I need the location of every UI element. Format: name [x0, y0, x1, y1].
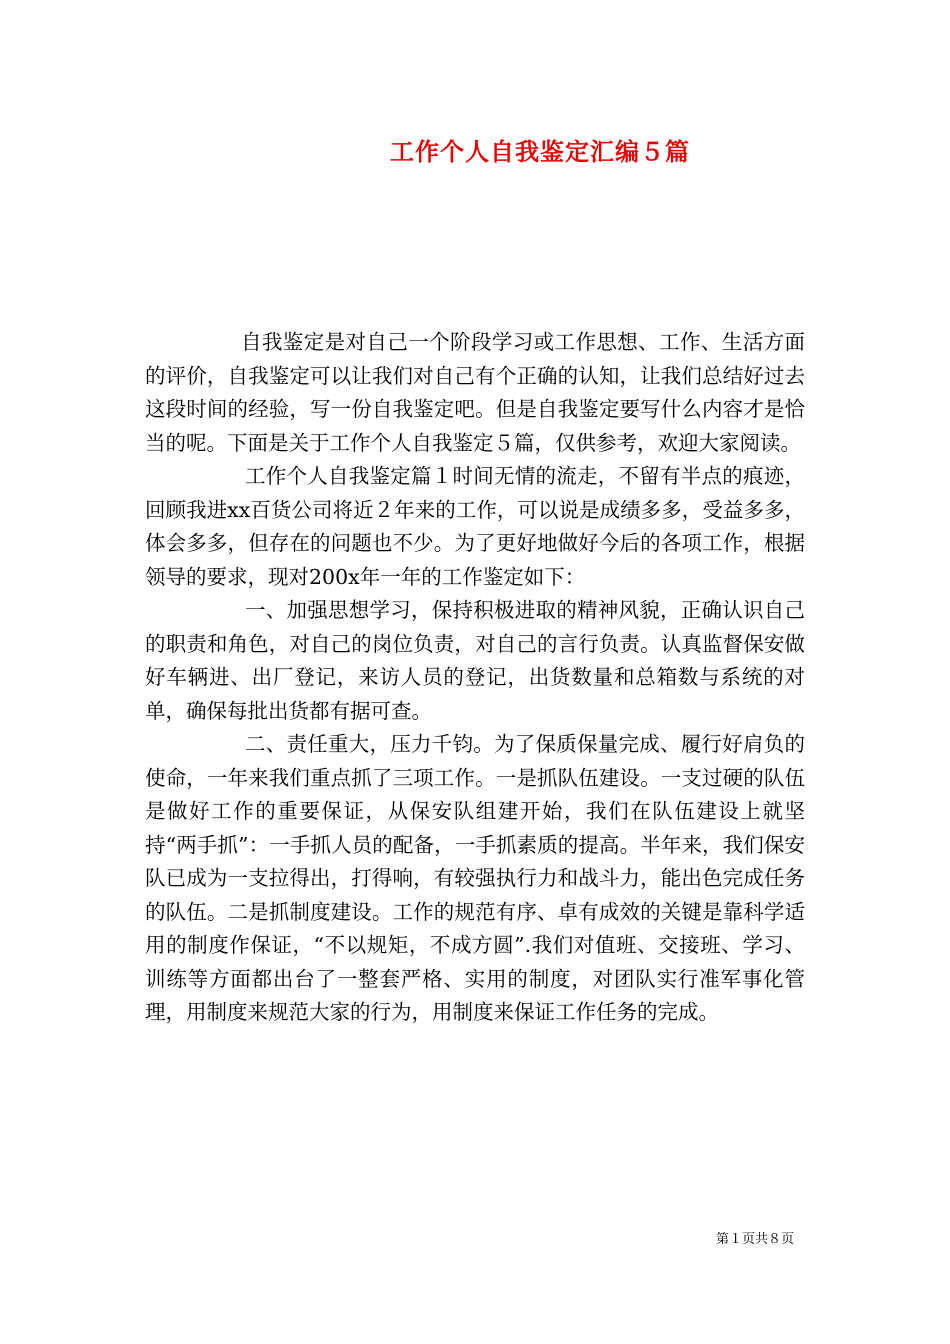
document-title: 工作个人自我鉴定汇编５篇: [390, 137, 690, 166]
document-body: [145, 326, 805, 1030]
paragraph-section-2: 二、责任重大，压力千钧。为了保质保量完成、履行好肩负的使命，一年来我们重点抓了三项工作。一是抓队伍建设。一支过硬的队伍是做好工作的重要保证，从保安队组建开始，我们在队伍建设上就坚持“两手抓”：一手抓人员的配备，一手抓素质的提高。半年来，我们保安队已成为一支拉得出，打得响，有较强执行力和战斗力，能出色完成任务的队伍。二是抓制度建设。工作的规范有序、卓有成效的关键是靠科学适用的制度作保证，“不以规矩，不成方圆”.我们对值班、交接班、学习、训练等方面都出台了一整套严格、实用的制度，对团队实行准军事化管理，用制度来规范大家的行为，用制度来保证工作任务的完成。: [145, 732, 805, 1024]
paragraph-intro: 自我鉴定是对自己一个阶段学习或工作思想、工作、生活方面的评价，自我鉴定可以让我们对自己有个正确的认知，让我们总结好过去这段时间的经验，写一份自我鉴定吧。但是自我鉴定要写什么内容才是恰当的呢。下面是关于工作个人自我鉴定５篇，仅供参考，欢迎大家阅读。: [145, 330, 805, 455]
page-number-footer: 第１页共８页: [716, 1232, 795, 1247]
paragraph-section-1: 一、加强思想学习，保持积极进取的精神风貌，正确认识自己的职责和角色，对自己的岗位负责，对自己的言行负责。认真监督保安做好车辆进、出厂登记，来访人员的登记，出货数量和总箱数与系统的对单，确保每批出货都有据可查。: [145, 598, 805, 723]
paragraph-part-1: 工作个人自我鉴定篇１时间无情的流走，不留有半点的痕迹，回顾我进xx百货公司将近２年来的工作，可以说是成绩多多，受益多多，体会多多，但存在的问题也不少。为了更好地做好今后的各项工作，根据领导的要求，现对200x年一年的工作鉴定如下：: [145, 464, 805, 589]
